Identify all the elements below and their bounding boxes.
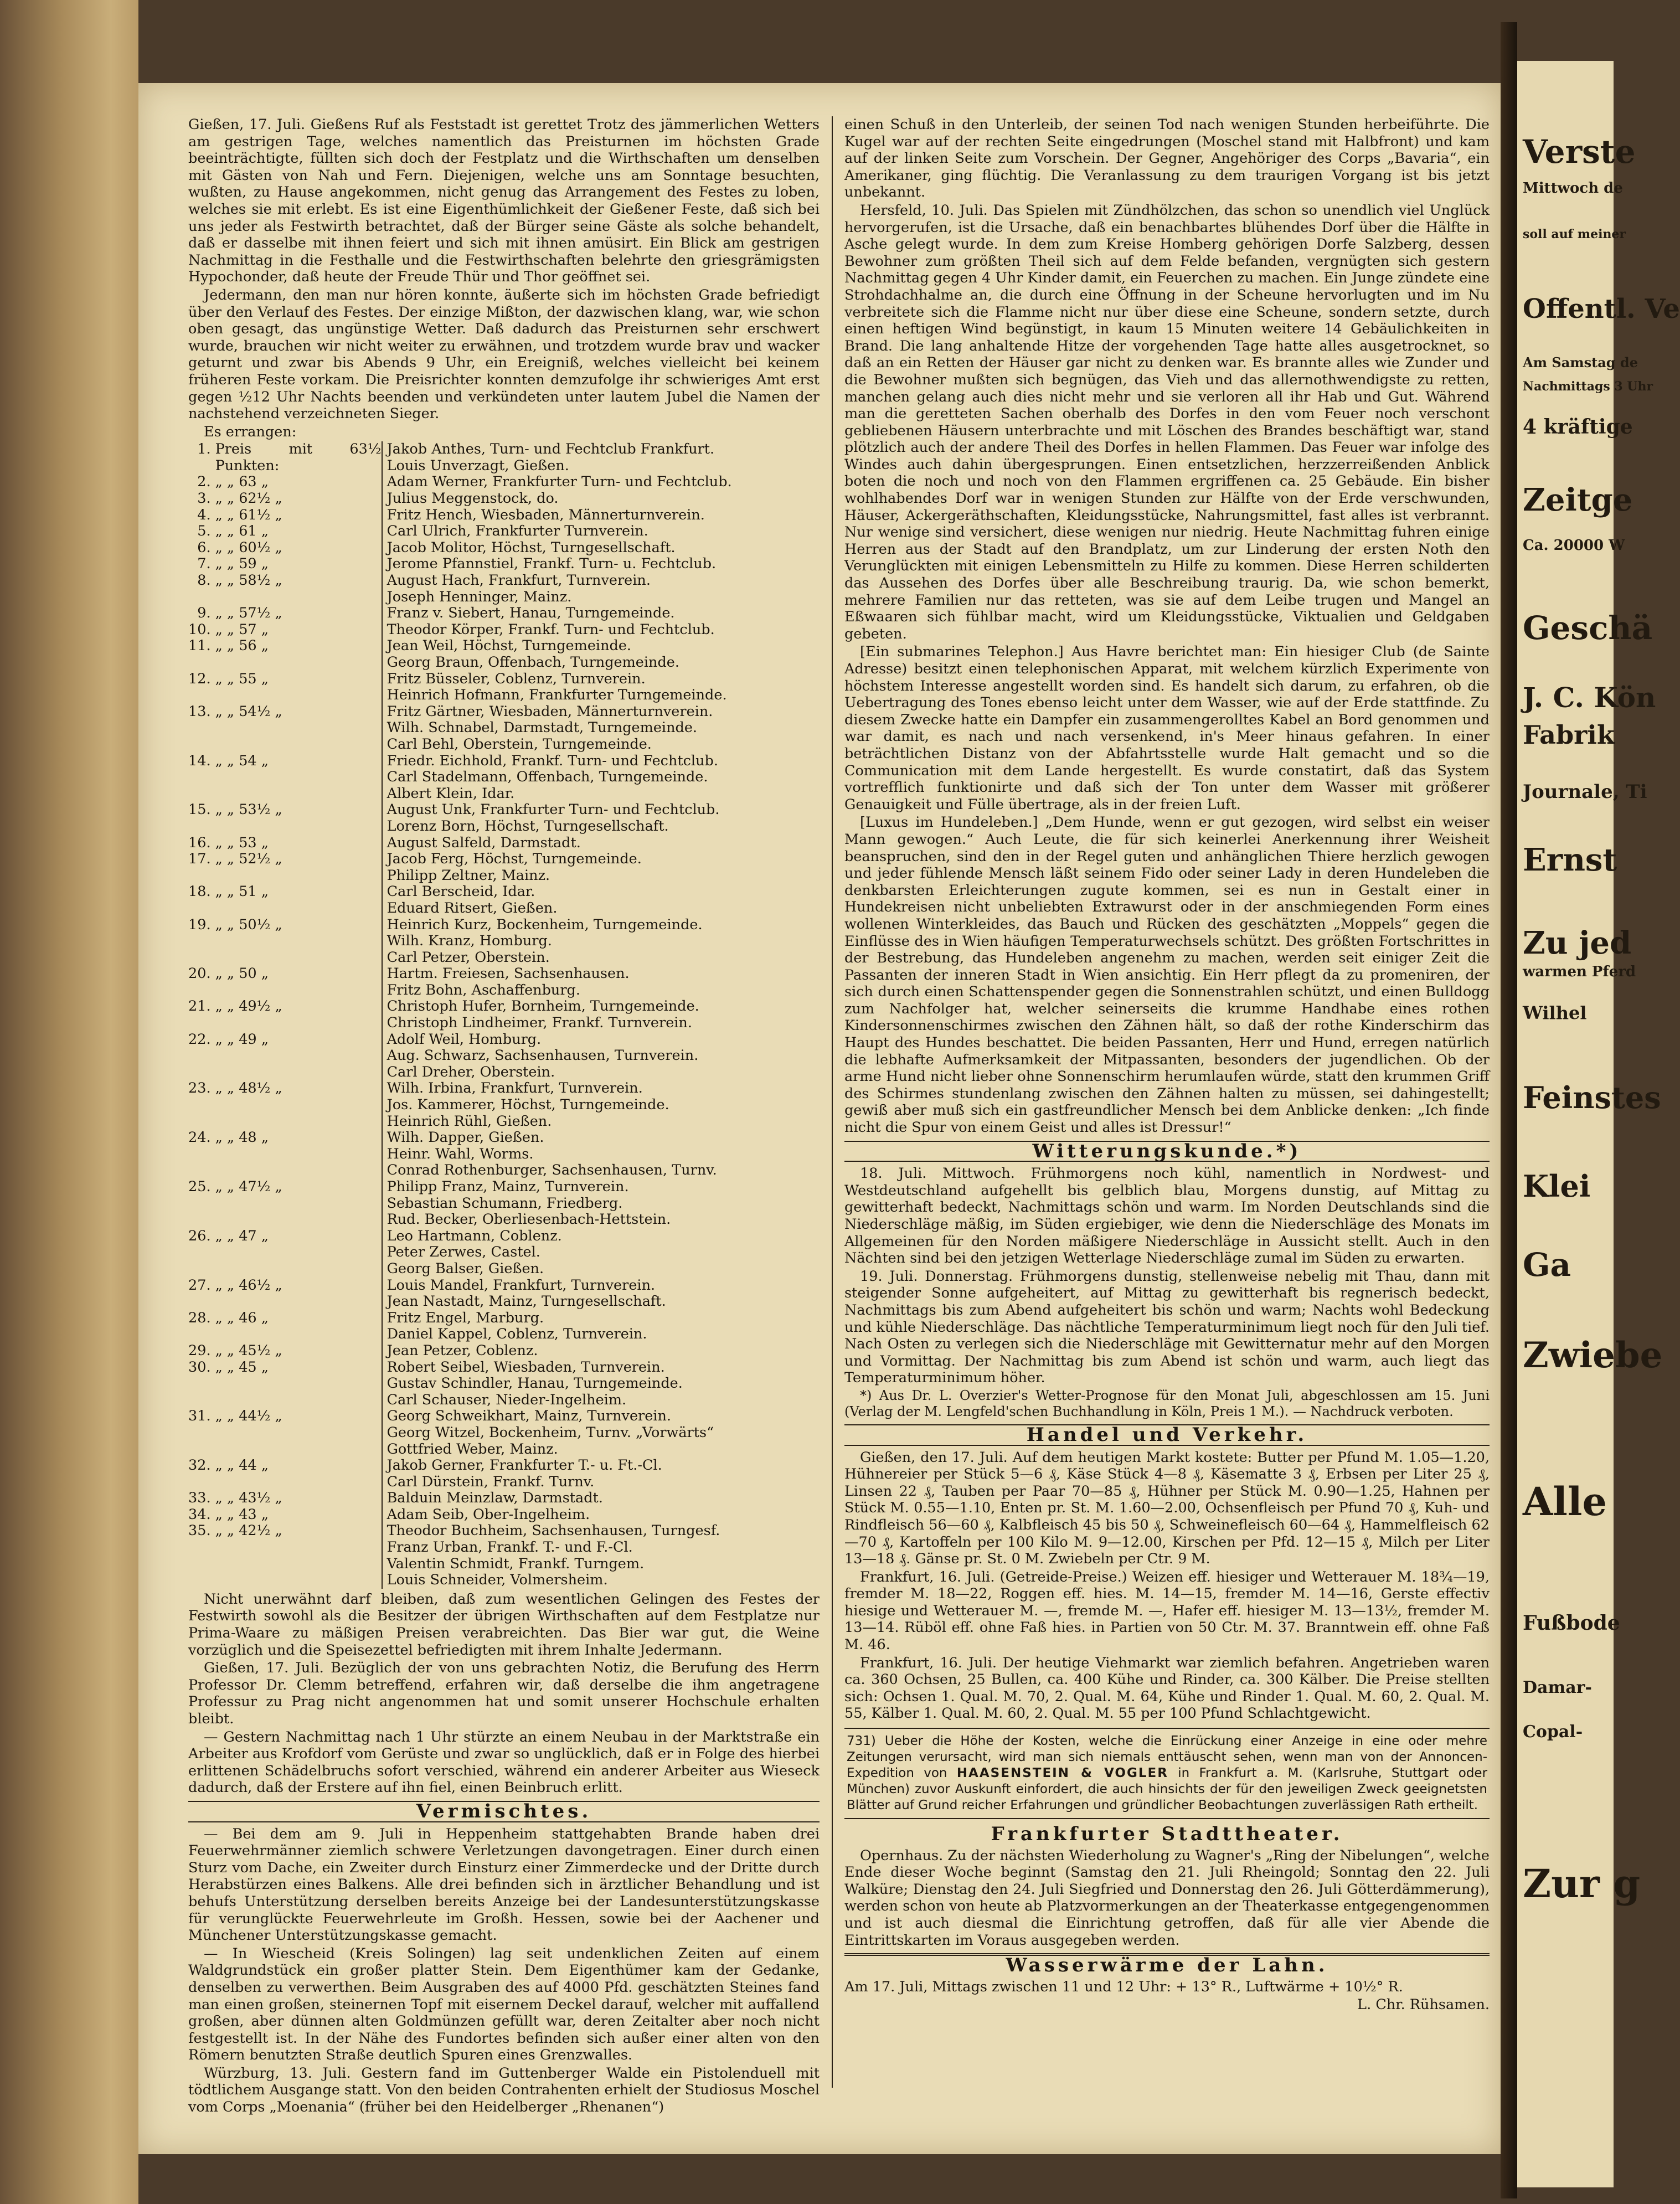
result-points: „ „ 54½ „ bbox=[215, 703, 282, 720]
result-name: Fritz Gärtner, Wiesbaden, Männerturnverein. bbox=[386, 703, 713, 720]
result-points: „ „ 55 „ bbox=[215, 670, 269, 687]
newspaper-page bbox=[138, 83, 1501, 2154]
result-names bbox=[382, 1458, 820, 1490]
result-name: Georg Witzel, Bockenheim, Turnv. „Vorwärts“ bbox=[386, 1424, 714, 1441]
result-rank: 10. bbox=[188, 621, 211, 638]
result-names bbox=[382, 556, 820, 573]
result-row bbox=[188, 1408, 820, 1458]
result-row bbox=[188, 1179, 820, 1228]
lahn-signature: L. Chr. Rühsamen. bbox=[1357, 1996, 1490, 2014]
article-giessen-fest-cont: Jedermann, den man nur hören konnte, äußerte sich im höchsten Grade befriedigt über den Verlauf des Festes. Der einzige Mißton, der dazwischen klang, war, wie schon oben gesagt, das ungünstige Wetter. Daß dadurch das Preisturnen sehr erschwert wurde, brauchen wir nicht weiter zu erwähnen, und trotzdem wurde brav und wacker geturnt und zwar bis Abends 9 Uhr, ein Ereigniß, welches vielleicht bei keinem früheren Feste vorkam. Die Preisrichter konnten demzufolge ihr schwieriges Amt erst gegen ½12 Uhr Nachts beenden und verkündeten unter lautem Jubel die Namen der nachstehend verzeichneten Sieger. bbox=[188, 286, 820, 423]
market-frankfurt-grain: Frankfurt, 16. Juli. (Getreide-Preise.) Weizen eff. hiesiger und Wetterauer M. 18¾—19, fremder M. 18—22, Roggen eff. hies. M. 14—15, fremder M. 14—16, Gerste effectiv hiesige und Wetterauer M. —, fremde M. —, Hafer eff. hiesiger M. 13—13½, fremder M. 13—14. Rüböl eff. ohne Faß hies. in Partien von 50 Ctr. M. 37. Branntwein eff. ohne Faß M. 46. bbox=[844, 1568, 1490, 1654]
adjacent-page-fragment: soll auf meiner bbox=[1523, 227, 1626, 241]
weather-footnote: *) Aus Dr. L. Overzier's Wetter-Prognose für den Monat Juli, abgeschlossen am 15. Juni (Verlag der M. Lengfeld'schen Buchhandlung in Köln, Preis 1 M.). — Nachdruck verboten. bbox=[844, 1387, 1490, 1419]
result-points: „ „ 45½ „ bbox=[215, 1342, 282, 1359]
result-name: Daniel Kappel, Coblenz, Turnverein. bbox=[386, 1326, 647, 1343]
result-name: Wilh. Schnabel, Darmstadt, Turngemeinde. bbox=[386, 719, 698, 737]
adjacent-page-fragment: Zur g bbox=[1523, 1861, 1641, 1907]
result-name: Balduin Meinzlaw, Darmstadt. bbox=[386, 1490, 603, 1507]
result-rank: 9. bbox=[197, 605, 211, 622]
result-names bbox=[382, 622, 820, 638]
result-row bbox=[188, 1228, 820, 1278]
result-points: „ „ 60½ „ bbox=[215, 539, 282, 556]
result-name: Jacob Molitor, Höchst, Turngesellschaft. bbox=[386, 539, 676, 556]
result-name: Jacob Ferg, Höchst, Turngemeinde. bbox=[386, 851, 642, 868]
adjacent-page-fragment: Copal- bbox=[1523, 1722, 1583, 1742]
adjacent-page-fragment: Journale, Ti bbox=[1523, 781, 1647, 803]
result-names bbox=[382, 884, 820, 916]
result-points: „ „ 57 „ bbox=[215, 621, 269, 638]
result-rank: 14. bbox=[188, 752, 211, 769]
result-points: „ „ 54 „ bbox=[215, 752, 269, 769]
result-points: „ „ 47½ „ bbox=[215, 1178, 282, 1195]
result-name: Julius Meggenstock, do. bbox=[386, 490, 559, 507]
result-row bbox=[188, 441, 820, 474]
result-points: „ „ 53 „ bbox=[215, 834, 269, 851]
result-rank: 1. bbox=[197, 441, 211, 458]
result-names bbox=[382, 491, 820, 507]
adjacent-page-fragment: Feinstes bbox=[1523, 1080, 1661, 1115]
result-points: „ „ 61½ „ bbox=[215, 506, 282, 523]
result-row bbox=[188, 917, 820, 966]
result-rank: 2. bbox=[197, 473, 211, 491]
adjacent-page-fragment: Ca. 20000 W bbox=[1523, 537, 1625, 554]
result-rank: 29. bbox=[188, 1342, 211, 1359]
result-points: „ „ 45 „ bbox=[215, 1358, 269, 1376]
result-name: Fritz Bohn, Aschaffenburg. bbox=[386, 981, 580, 998]
result-points: Preis mit 63½ Punkten: bbox=[215, 441, 382, 474]
result-names bbox=[382, 998, 820, 1031]
result-name: Christoph Lindheimer, Frankf. Turnverein. bbox=[386, 1015, 692, 1032]
adjacent-page-fragment: Klei bbox=[1523, 1168, 1591, 1204]
result-row bbox=[188, 884, 820, 916]
result-points: „ „ 49½ „ bbox=[215, 998, 282, 1015]
adjacent-page-fragment: Wilhel bbox=[1523, 1002, 1587, 1023]
result-rank: 21. bbox=[188, 998, 211, 1015]
result-rank: 25. bbox=[188, 1178, 211, 1195]
result-rank: 5. bbox=[197, 523, 211, 540]
result-name: Carl Petzer, Oberstein. bbox=[386, 949, 550, 966]
adjacent-page-fragment: Offentl. Ve bbox=[1523, 293, 1680, 325]
result-names bbox=[382, 671, 820, 704]
article-wiescheid: — In Wiescheid (Kreis Solingen) lag seit undenklichen Zeiten auf einem Waldgrundstück ein großer platter Stein. Dem Eigenthümer kam der Gedanke, denselben zu verwerthen. Beim Ausgraben des auf 4000 Pfd. geschätzten Steines fand man einen großen, steinernen Topf mit eisernem Deckel darauf, welcher mit auffallend großen, aber dünnen alten Goldmünzen gefüllt war, deren Zeitalter aber noch nicht festgestellt ist. In der Nähe des Fundortes befinden sich außer einer alten von den Römern benutzten Straße deutlich Spuren eines Grenzwalles. bbox=[188, 1945, 820, 2064]
result-rank: 26. bbox=[188, 1227, 211, 1244]
result-row bbox=[188, 671, 820, 704]
result-name: Lorenz Born, Höchst, Turngesellschaft. bbox=[386, 817, 669, 835]
adjacent-page-fragment: 4 kräftige bbox=[1523, 415, 1633, 439]
result-points: „ „ 48½ „ bbox=[215, 1080, 282, 1097]
result-points: „ „ 52½ „ bbox=[215, 851, 282, 868]
adjacent-page-fragment: Verste bbox=[1523, 133, 1636, 171]
result-name: Joseph Henninger, Mainz. bbox=[386, 588, 572, 605]
result-names bbox=[382, 753, 820, 802]
result-name: Valentin Schmidt, Frankf. Turngem. bbox=[386, 1555, 645, 1572]
result-name: Louis Mandel, Frankfurt, Turnverein. bbox=[386, 1276, 656, 1294]
result-rank: 34. bbox=[188, 1506, 211, 1523]
result-row bbox=[188, 1360, 820, 1409]
result-points: „ „ 47 „ bbox=[215, 1227, 269, 1244]
result-row bbox=[188, 966, 820, 998]
result-row bbox=[188, 491, 820, 507]
result-names bbox=[382, 1278, 820, 1310]
result-names bbox=[382, 1080, 820, 1130]
result-name: Christoph Hufer, Bornheim, Turngemeinde. bbox=[386, 998, 699, 1015]
section-heading-handel: Handel und Verkehr. bbox=[844, 1424, 1490, 1446]
left-column bbox=[188, 116, 820, 2117]
result-row bbox=[188, 802, 820, 835]
result-points: „ „ 51 „ bbox=[215, 883, 269, 900]
result-points: „ „ 48 „ bbox=[215, 1129, 269, 1146]
results-table bbox=[188, 441, 820, 1589]
article-festwirth: Nicht unerwähnt darf bleiben, daß zum wesentlichen Gelingen des Festes der Festwirth sowohl als die Besitzer der übrigen Wirthschaften auf dem Festplatze nur Prima-Waare zu mäßigen Preisen verabreichten. Das Bier war gut, die Weine vorzüglich und die Speisezettel befriedigten mit ihrem Inhalte Jedermann. bbox=[188, 1590, 820, 1659]
adjacent-page-fragment: Geschä bbox=[1523, 609, 1653, 647]
result-name: Georg Schweikhart, Mainz, Turnverein. bbox=[386, 1408, 672, 1425]
article-hersfeld: Hersfeld, 10. Juli. Das Spielen mit Zündhölzchen, das schon so unendlich viel Unglück hervorgerufen, ist die Ursache, daß ein benachbartes blühendes Dorf über die Hälfte in Asche gelegt wurde. In dem zum Kreise Homberg gehörigen Dorfe Salzberg, dessen Bewohner zum größten Theil sich auf dem Felde befanden, vergnügten sich gestern Nachmittag gegen 4 Uhr Kinder damit, ein Feuerchen zu machen. Ein Junge zündete eine Strohdachhalme an, die durch eine Öffnung in der Scheune hervorlugten und im Nu verbreitete sich die Flamme nicht nur über diese eine Scheune, sondern setzte, durch einen heftigen Wind begünstigt, in kaum 15 Minuten weitere 14 Gebäulichkeiten in Brand. Die lang anhaltende Hitze der vorgehenden Tage hatte alles ausgetrocknet, so daß an ein Retten der Häuser gar nicht zu denken war. Es brannte alles wie Zunder und die Bewohner mußten sich begnügen, das Vieh und das allernothwendigste zu retten, manchen gelang auch dies nicht mehr und sie verloren all ihr Hab und Gut. Während man die geretteten Sachen oberhalb des Dorfes in den vom Feuer noch verschont gebliebenen Häusern unterbrachte und mit Löschen des Brandes beschäftigt war, stand plötzlich auch der andere Theil des Dorfes in hellen Flammen. Das Feuer war infolge des Windes auch dahin übergesprungen. Einen entsetzlichen, herzzerreißenden Anblick boten die noch und noch von den Flammen ergriffenen ca. 25 Gebäude. Ein bisher wohlhabendes Dorf war in wenigen Stunden zur Hälfte von der Erde verschwunden, Häuser, Ackergeräthschaften, Kleidungsstücke, Nahrungsmittel, fast alles ist verbrannt. Nur wenige sind versichert, diese wenigen nur niedrig. Heute Nachmittag fuhren einige Herren aus der Stadt auf den Brandplatz, um zur Linderung der ersten Noth den Verunglückten mit einigen Lebensmitteln zu Hilfe zu kommen. Diese Herren schilderten das Aussehen des Dorfes über alle Beschreibung traurig. Da, wie schon bemerkt, mehrere Familien nur das retteten, was sie auf dem Leibe trugen und Mangel an Eßwaaren sich fühlbar macht, wird um Kleidungsstücke, Viktualien und Geldgaben gebeten. bbox=[844, 202, 1490, 642]
result-row bbox=[188, 605, 820, 622]
result-names bbox=[382, 1523, 820, 1588]
result-rank: 19. bbox=[188, 916, 211, 933]
adjacent-page-fragment: Alle bbox=[1523, 1479, 1607, 1525]
result-name: Gustav Schindler, Hanau, Turngemeinde. bbox=[386, 1375, 683, 1392]
result-name: Jakob Anthes, Turn- und Fechtclub Frankfurt. bbox=[386, 441, 715, 458]
result-row bbox=[188, 523, 820, 540]
book-edge bbox=[0, 0, 138, 2204]
result-name: Friedr. Eichhold, Frankf. Turn- und Fechtclub. bbox=[386, 752, 718, 769]
result-rank: 12. bbox=[188, 670, 211, 687]
adjacent-page-edge bbox=[1517, 61, 1680, 2187]
result-points: „ „ 44½ „ bbox=[215, 1408, 282, 1425]
result-row bbox=[188, 1310, 820, 1343]
result-names bbox=[382, 704, 820, 753]
result-points: „ „ 56 „ bbox=[215, 637, 269, 655]
result-name: Wilh. Irbina, Frankfurt, Turnverein. bbox=[386, 1080, 643, 1097]
result-names bbox=[382, 1490, 820, 1507]
article-telephon: [Ein submarines Telephon.] Aus Havre berichtet man: Ein hiesiger Club (de Sainte Adresse) besitzt einen telephonischen Apparat, mit welchem kürzlich Experimente von höchstem Interesse angestellt worden sind. Es handelt sich darum, zu erfahren, ob die Uebertragung des Tones ebenso leicht unter dem Wasser, wie auf der Erde stattfinde. Zu diesem Zwecke hatte ein Dampfer ein zusammengerolltes Kabel an Bord genommen und war damit, es nach und nach versenkend, in's Meer hinaus gefahren. In einer beträchtlichen Distanz von der Abfahrtsstelle wurde Halt gemacht und so die Communication mit dem Lande hergestellt. Es wurde constatirt, daß das System vortrefflich funktionirte und daß sich der Ton unter dem Wasser mit größerer Genauigkeit und Fülle übertrage, als in der freien Luft. bbox=[844, 643, 1490, 813]
adjacent-page-fragment: Nachmittags 3 Uhr bbox=[1523, 379, 1653, 394]
result-name: Fritz Hench, Wiesbaden, Männerturnverein. bbox=[386, 506, 705, 523]
adjacent-page-fragment: Fußbode bbox=[1523, 1611, 1620, 1635]
result-row bbox=[188, 835, 820, 852]
article-heppenheim: — Bei dem am 9. Juli in Heppenheim stattgehabten Brande haben drei Feuerwehrmänner ziemlich schwere Verletzungen davongetragen. Einer durch einen Sturz vom Dache, ein Zweiter durch Einsturz einer Zimmerdecke und der Dritte durch Herabstürzen eines Balkens. Alle drei befinden sich in ärztlicher Behandlung und ist behufs Unterstützung derselben bereits Anzeige bei der Landesunterstützungskasse für verunglückte Feuerwehrleute im Großh. Hessen, sowie bei der Aachener und Münchener Unterstützungskasse gemacht. bbox=[188, 1825, 820, 1944]
result-name: Fritz Büsseler, Coblenz, Turnverein. bbox=[386, 670, 646, 687]
result-rank: 22. bbox=[188, 1031, 211, 1048]
result-names bbox=[382, 507, 820, 524]
article-giessen-fest: Gießen, 17. Juli. Gießens Ruf als Feststadt ist gerettet Trotz des jämmerlichen Wetters am gestrigen Tage, welches namentlich das Preisturnen im höchsten Grade beeinträchtigte, füllten sich doch der Festplatz und die Wirthschaften um denselben mit Gästen von Nah und Fern. Diejenigen, welche uns am Sonntage besuchten, wußten, zu Hause angekommen, nicht genug das Arrangement des Festes zu loben, welches sie mit erlebt. Es ist eine Eigenthümlichkeit der Gießener Feste, daß sich bei uns jeder als Festwirth betrachtet, daß der Bürger seine Gäste als solche behandelt, daß er dasselbe mit ihnen feiert und sich mit ihnen amüsirt. Ein Blick am gestrigen Nachmittag in die Festhalle und die Festwirthschaften belehrte den griesgrämigsten Hypochonder, daß heute der Freude Thür und Thor geöffnet sei. bbox=[188, 116, 820, 286]
result-name: Jean Petzer, Coblenz. bbox=[386, 1342, 538, 1359]
result-row bbox=[188, 753, 820, 802]
result-names bbox=[382, 917, 820, 966]
result-rank: 27. bbox=[188, 1276, 211, 1294]
result-name: Peter Zerwes, Castel. bbox=[386, 1244, 540, 1261]
result-rank: 13. bbox=[188, 703, 211, 720]
result-name: Philipp Franz, Mainz, Turnverein. bbox=[386, 1178, 629, 1195]
article-unfall: — Gestern Nachmittag nach 1 Uhr stürzte an einem Neubau in der Marktstraße ein Arbeiter aus Krofdorf vom Gerüste und zwar so unglücklich, daß er in Folge des hierbei erlittenen Schädelbruchs sofort verschied, während ein anderer Arbeiter aus Wieseck dadurch, daß der Erstere auf ihn fiel, einen Beinbruch erlitt. bbox=[188, 1728, 820, 1796]
result-row bbox=[188, 1458, 820, 1490]
result-name: Carl Behl, Oberstein, Turngemeinde. bbox=[386, 735, 652, 753]
adjacent-page-fragment: Mittwoch de bbox=[1523, 180, 1623, 197]
result-row bbox=[188, 573, 820, 605]
result-row bbox=[188, 622, 820, 638]
result-name: Adolf Weil, Homburg. bbox=[386, 1031, 542, 1048]
result-points: „ „ 58½ „ bbox=[215, 572, 282, 589]
result-name: Sebastian Schumann, Friedberg. bbox=[386, 1194, 623, 1212]
result-points: „ „ 57½ „ bbox=[215, 605, 282, 622]
result-rank: 31. bbox=[188, 1408, 211, 1425]
result-points: „ „ 63 „ bbox=[215, 473, 269, 491]
result-rank: 33. bbox=[188, 1490, 211, 1507]
result-points: „ „ 43 „ bbox=[215, 1506, 269, 1523]
result-name: Georg Braun, Offenbach, Turngemeinde. bbox=[386, 654, 679, 671]
result-name: Wilh. Kranz, Homburg. bbox=[386, 933, 552, 950]
right-column bbox=[844, 116, 1490, 2015]
result-names bbox=[382, 540, 820, 557]
result-name: Gottfried Weber, Mainz. bbox=[386, 1440, 558, 1458]
result-rank: 23. bbox=[188, 1080, 211, 1097]
result-names bbox=[382, 523, 820, 540]
result-name: Aug. Schwarz, Sachsenhausen, Turnverein. bbox=[386, 1047, 699, 1064]
result-name: Albert Klein, Idar. bbox=[386, 785, 515, 802]
result-name: Robert Seibel, Wiesbaden, Turnverein. bbox=[386, 1358, 665, 1376]
result-name: Jean Nastadt, Mainz, Turngesellschaft. bbox=[386, 1293, 666, 1310]
result-rank: 4. bbox=[197, 506, 211, 523]
section-heading-vermischtes: Vermischtes. bbox=[188, 1801, 820, 1822]
result-name: Rud. Becker, Oberliesenbach-Hettstein. bbox=[386, 1211, 671, 1228]
result-name: Adam Seib, Ober-Ingelheim. bbox=[386, 1506, 590, 1523]
result-names bbox=[382, 1507, 820, 1523]
result-names bbox=[382, 1310, 820, 1343]
result-row bbox=[188, 1080, 820, 1130]
result-points: „ „ 44 „ bbox=[215, 1457, 269, 1474]
result-name: Jos. Kammerer, Höchst, Turngemeinde. bbox=[386, 1096, 669, 1114]
result-name: Franz v. Siebert, Hanau, Turngemeinde. bbox=[386, 605, 675, 622]
result-points: „ „ 59 „ bbox=[215, 555, 269, 573]
result-points: „ „ 46 „ bbox=[215, 1309, 269, 1326]
result-name: Louis Schneider, Volmersheim. bbox=[386, 1572, 608, 1589]
result-names bbox=[382, 851, 820, 884]
result-names bbox=[382, 441, 820, 474]
market-giessen: Gießen, den 17. Juli. Auf dem heutigen Markt kostete: Butter per Pfund M. 1.05—1.20, Hühnereier per Stück 5—6 ₰, Käse Stück 4—8 ₰, Käsematte 3 ₰, Erbsen per Liter 25 ₰, Linsen 22 ₰, Tauben per Paar 70—85 ₰, Hühner per Stück M. 0.90—1.25, Hahnen per Stück M. 0.55—1.10, Enten pr. St. M. 1.60—2.00, Ochsenfleisch per Pfund 70 ₰, Kuh- und Rindfleisch 56—60 ₰, Kalbfleisch 45 bis 50 ₰, Schweinefleisch 60—64 ₰, Hammelfleisch 62—70 ₰, Kartoffeln per 100 Kilo M. 9—12.00, Kirschen per Pfd. 12—15 ₰, Milch per Liter 13—18 ₰. Gänse pr. St. 0 M. Zwiebeln per Ctr. 9 M. bbox=[844, 1449, 1490, 1568]
result-name: August Unk, Frankfurter Turn- und Fechtclub. bbox=[386, 801, 720, 818]
result-name: Heinrich Kurz, Bockenheim, Turngemeinde. bbox=[386, 916, 703, 933]
adjacent-page-fragment: Am Samstag de bbox=[1523, 354, 1638, 370]
result-rank: 11. bbox=[188, 637, 211, 655]
result-row bbox=[188, 474, 820, 491]
section-heading-witterung: Witterungskunde.*) bbox=[844, 1141, 1490, 1162]
result-name: Carl Ulrich, Frankfurter Turnverein. bbox=[386, 523, 648, 540]
result-name: Georg Balser, Gießen. bbox=[386, 1260, 544, 1277]
result-name: Conrad Rothenburger, Sachsenhausen, Turnv. bbox=[386, 1162, 717, 1179]
result-row bbox=[188, 1130, 820, 1179]
market-frankfurt-cattle: Frankfurt, 16. Juli. Der heutige Viehmarkt war ziemlich befahren. Angetrieben waren ca. 360 Ochsen, 25 Bullen, ca. 400 Kühe und Rinder, ca. 300 Kälber. Die Preise stellten sich: Ochsen 1. Qual. M. 70, 2. Qual. M. 64, Kühe und Rinder 1. Qual. M. 60, 2. Qual. M. 55, Kälber 1. Qual. M. 60, 2. Qual. M. 55 per 100 Pfund Schlachtgewicht. bbox=[844, 1654, 1490, 1722]
result-row bbox=[188, 1278, 820, 1310]
result-rank: 8. bbox=[197, 572, 211, 589]
result-rank: 32. bbox=[188, 1457, 211, 1474]
article-wuerzburg: Würzburg, 13. Juli. Gestern fand im Guttenberger Walde ein Pistolenduell mit tödtlichem Ausgange statt. Von den beiden Contrahenten erhielt der Studiosus Moschel vom Corps „Moenania“ (früher bei den Heidelberger „Rhenanen“) bbox=[188, 2064, 820, 2116]
result-row bbox=[188, 998, 820, 1031]
ad-text-before: 731) Ueber die Höhe der Kosten, welche die Einrückung einer Anzeige in eine oder mehre Zeitungen verursacht, wird man sich niemals enttäuscht sehen, wenn man von der Annoncen-Expedition von bbox=[847, 1734, 1487, 1781]
result-row bbox=[188, 507, 820, 524]
result-points: „ „ 43½ „ bbox=[215, 1490, 282, 1507]
theater-text: Opernhaus. Zu der nächsten Wiederholung zu Wagner's „Ring der Nibelungen“, welche Ende dieser Woche beginnt (Samstag den 21. Juli Rheingold; Sonntag den 22. Juli Walküre; Dienstag den 24. Juli Siegfried und Donnerstag den 26. Juli Götterdämmerung), werden schon von heute ab Platzvormerkungen an der Theaterkasse entgegengenommen und ist auch diesmal die Einrichtung getroffen, daß für alle vier Abende die Eintrittskarten im Voraus ausgegeben werden. bbox=[844, 1847, 1490, 1949]
weather-19: 19. Juli. Donnerstag. Frühmorgens dunstig, stellenweise nebelig mit Thau, dann mit steigender Sonne aufgeheitert, auf Mittag zu gewitterhaft bis regnerisch bedeckt, Nachmittags bis zum Abend aufgeheitert bis schön und warm; Nachts wohl Bedeckung und kühle Niederschläge. Das nächtliche Temperaturminimum liegt noch für den Juli tief. Nach Osten zu verlegen sich die Niederschläge mit Gewitternatur mehr auf den Morgen und Vormittag. Der Nachmittag bis zum Abend ist schön und warm, auch liegt das Temperaturminimum höher. bbox=[844, 1268, 1490, 1387]
adjacent-page-fragment: J. C. Kön bbox=[1523, 681, 1656, 714]
result-name: Philipp Zeltner, Mainz. bbox=[386, 867, 550, 884]
result-names bbox=[382, 1360, 820, 1409]
result-names bbox=[382, 1408, 820, 1458]
result-name: August Salfeld, Darmstadt. bbox=[386, 834, 581, 851]
result-rank: 18. bbox=[188, 883, 211, 900]
section-heading-lahn: Wasserwärme der Lahn. bbox=[844, 1953, 1490, 1975]
result-row bbox=[188, 851, 820, 884]
ad-firm: HAASENSTEIN & VOGLER bbox=[956, 1766, 1168, 1781]
weather-18: 18. Juli. Mittwoch. Frühmorgens noch kühl, namentlich in Nordwest- und Westdeutschland aufgehellt bis gelblich blau, Morgens dunstig, auf Mittag zu gewitterhaft bedeckt, Nachmittags schön und warm. Im Norden Deutschlands sind die Niederschläge mäßig, im Süden ergiebiger, wie denn die Niederschläge des Monats im Allgemeinen für den Norden mäßigere Niederschläge in Aussicht stellt. Auch in den Nächten sind bei den jetzigen Wetterlage Niederschläge zumal im Süden zu erwarten. bbox=[844, 1165, 1490, 1267]
result-points: „ „ 53½ „ bbox=[215, 801, 282, 818]
result-name: Jakob Gerner, Frankfurter T.- u. Ft.-Cl. bbox=[386, 1457, 662, 1474]
adjacent-page-fragment: Zu jed bbox=[1523, 925, 1632, 961]
adjacent-page-fragment: Fabrik bbox=[1523, 720, 1615, 750]
result-name: Theodor Körper, Frankf. Turn- und Fechtclub. bbox=[386, 621, 715, 638]
result-row bbox=[188, 556, 820, 573]
result-points: „ „ 42½ „ bbox=[215, 1522, 282, 1539]
result-points: „ „ 49 „ bbox=[215, 1031, 269, 1048]
result-rank: 3. bbox=[197, 490, 211, 507]
adjacent-page-fragment: Zwiebe bbox=[1523, 1335, 1663, 1376]
result-name: Wilh. Dapper, Gießen. bbox=[386, 1129, 544, 1146]
result-names bbox=[382, 966, 820, 998]
result-name: Carl Stadelmann, Offenbach, Turngemeinde. bbox=[386, 769, 708, 786]
result-name: August Hach, Frankfurt, Turnverein. bbox=[386, 572, 651, 589]
adjacent-page-fragment: warmen Pferd bbox=[1523, 964, 1636, 980]
result-name: Jean Weil, Höchst, Turngemeinde. bbox=[386, 637, 632, 655]
result-name: Heinrich Hofmann, Frankfurter Turngemeinde. bbox=[386, 687, 727, 704]
result-names bbox=[382, 474, 820, 491]
result-rank: 6. bbox=[197, 539, 211, 556]
result-rank: 17. bbox=[188, 851, 211, 868]
result-rank: 7. bbox=[197, 555, 211, 573]
result-name: Adam Werner, Frankfurter Turn- und Fechtclub. bbox=[386, 473, 732, 491]
ad-text-after: in Frankfurt a. M. (Karlsruhe, Stuttgart oder München) zuvor Auskunft einfordert, die auch hinsichts der für den jeweiligen Zweck geeignetsten Blätter auf Grund reicher Erfahrungen und gründlicher Beobachtungen zuverlässigen Rath ertheilt. bbox=[847, 1766, 1488, 1813]
result-names bbox=[382, 638, 820, 671]
result-names bbox=[382, 573, 820, 605]
result-name: Carl Berscheid, Idar. bbox=[386, 883, 535, 900]
result-names bbox=[382, 1032, 820, 1081]
book-gutter bbox=[1501, 22, 1517, 2198]
result-name: Carl Dürstein, Frankf. Turnv. bbox=[386, 1473, 595, 1490]
result-points: „ „ 62½ „ bbox=[215, 490, 282, 507]
adjacent-page-fragment: Zeitge bbox=[1523, 482, 1633, 518]
lahn-text: Am 17. Juli, Mittags zwischen 11 und 12 Uhr: + 13° R., Luftwärme + 10½° R. bbox=[844, 1978, 1403, 1995]
results-intro: Es errangen: bbox=[204, 423, 297, 440]
article-luxus: [Luxus im Hundeleben.] „Dem Hunde, wenn er gut gezogen, wird selbst ein weiser Mann gewogen.“ Auch Leute, die für sich keinerlei Anerkennung ihrer Weisheit beanspruchen, sind den in der Regel guten und anhänglichen Thiere herzlich gewogen und jeder fühlende Mensch läßt seinem Fido oder seiner Lady in deren Hundeleben die denkbarsten Erleichterungen zugute kommen, sei es nun in Gestalt einer in Hundekreisen nicht unbeliebten Extrawurst oder in der anschmiegenden Form eines wollenen Winterkleides, das Bauch und Rücken des geschätzten „Moppels“ gegen die Einflüsse des in Wien häufigen Temperaturwechsels schützt. Des größten Fortschrittes in der Bestrebung, das Hundeleben angenehm zu machen, werden seit einiger Zeit die Passanten der inneren Stadt in Wien ansichtig. Ein Herr pflegt da zu promeniren, der sich durch einen Schattenspender gegen die Sonnenstrahlen schützt, und einen Bulldogg zum Nachfolger hat, welcher seinerseits die krumme Handhabe eines rothen Kindersonnenschirmes zwischen den Zähnen hält, so daß der rothe Kinderschirm das Haupt des Hundes beschattet. Die beiden Passanten, Herr und Hund, erregen natürlich die lebhafte Aufmerksamkeit der Mitpassanten, besonders der jugendlichen. Ob der arme Hund nicht lieber ohne Sonnenschirm herumlaufen würde, statt den krummen Griff des Schirmes stundenlang zwischen den Zähnen halten zu müssen, sei dahingestellt; gewiß aber muß sich ein gastfreundlicher Mensch bei dem Anblicke denken: „Ich finde nicht die Spur von einem Geist und alles ist Dressur!“ bbox=[844, 814, 1490, 1136]
result-name: Theodor Buchheim, Sachsenhausen, Turngesf. bbox=[386, 1522, 720, 1539]
result-name: Fritz Engel, Marburg. bbox=[386, 1309, 544, 1326]
result-row bbox=[188, 1343, 820, 1360]
result-rank: 15. bbox=[188, 801, 211, 818]
column-rule bbox=[832, 116, 833, 2088]
result-names bbox=[382, 835, 820, 852]
result-row bbox=[188, 1490, 820, 1507]
result-name: Louis Unverzagt, Gießen. bbox=[386, 457, 569, 474]
adjacent-page-fragment: Damar- bbox=[1523, 1678, 1592, 1697]
result-name: Jerome Pfannstiel, Frankf. Turn- u. Fechtclub. bbox=[386, 555, 717, 573]
result-name: Carl Dreher, Oberstein. bbox=[386, 1063, 555, 1080]
result-rank: 30. bbox=[188, 1358, 211, 1376]
result-name: Heinrich Rühl, Gießen. bbox=[386, 1113, 552, 1130]
result-rank: 16. bbox=[188, 834, 211, 851]
result-row bbox=[188, 1523, 820, 1588]
result-names bbox=[382, 802, 820, 835]
result-name: Heinr. Wahl, Worms. bbox=[386, 1145, 534, 1162]
result-name: Hartm. Freiesen, Sachsenhausen. bbox=[386, 965, 630, 982]
result-row bbox=[188, 540, 820, 557]
article-clemm: Gießen, 17. Juli. Bezüglich der von uns gebrachten Notiz, die Berufung des Herrn Professor Dr. Clemm betreffend, erfahren wir, daß derselbe die ihm angetragene Professur zu Prag nicht angenommen hat und somit unserer Hochschule erhalten bleibt. bbox=[188, 1660, 820, 1727]
adjacent-page-fragment: Ga bbox=[1523, 1246, 1571, 1284]
result-name: Eduard Ritsert, Gießen. bbox=[386, 899, 558, 916]
result-name: Leo Hartmann, Coblenz. bbox=[386, 1227, 562, 1244]
result-names bbox=[382, 605, 820, 622]
result-names bbox=[382, 1179, 820, 1228]
result-rank: 28. bbox=[188, 1309, 211, 1326]
result-points: „ „ 50 „ bbox=[215, 965, 269, 982]
result-name: Carl Schauser, Nieder-Ingelheim. bbox=[386, 1391, 627, 1408]
result-name: Franz Urban, Frankf. T.- und F.-Cl. bbox=[386, 1539, 633, 1556]
result-rank: 35. bbox=[188, 1522, 211, 1539]
result-points: „ „ 50½ „ bbox=[215, 916, 282, 933]
result-row bbox=[188, 638, 820, 671]
result-row bbox=[188, 704, 820, 753]
section-heading-theater: Frankfurter Stadttheater. bbox=[991, 1823, 1343, 1846]
result-row bbox=[188, 1507, 820, 1523]
result-points: „ „ 61 „ bbox=[215, 523, 269, 540]
result-rank: 24. bbox=[188, 1129, 211, 1146]
article-duell-cont: einen Schuß in den Unterleib, der seinen Tod nach wenigen Stunden herbeiführte. Die Kugel war auf der rechten Seite eingedrungen (Moschel stand mit Halbfront) und kam auf der linken Seite zum Vorschein. Der Gegner, Angehöriger des Corps „Bavaria“, ein Amerikaner, ging flüchtig. Die Veranlassung zu dem traurigen Vorgang ist bis jetzt unbekannt. bbox=[844, 116, 1490, 201]
result-names bbox=[382, 1130, 820, 1179]
result-row bbox=[188, 1032, 820, 1081]
adjacent-page-fragment: Ernst bbox=[1523, 842, 1617, 878]
result-names bbox=[382, 1343, 820, 1360]
advertisement-haasenstein bbox=[844, 1728, 1490, 1819]
result-names bbox=[382, 1228, 820, 1278]
result-rank: 20. bbox=[188, 965, 211, 982]
result-points: „ „ 46½ „ bbox=[215, 1276, 282, 1294]
